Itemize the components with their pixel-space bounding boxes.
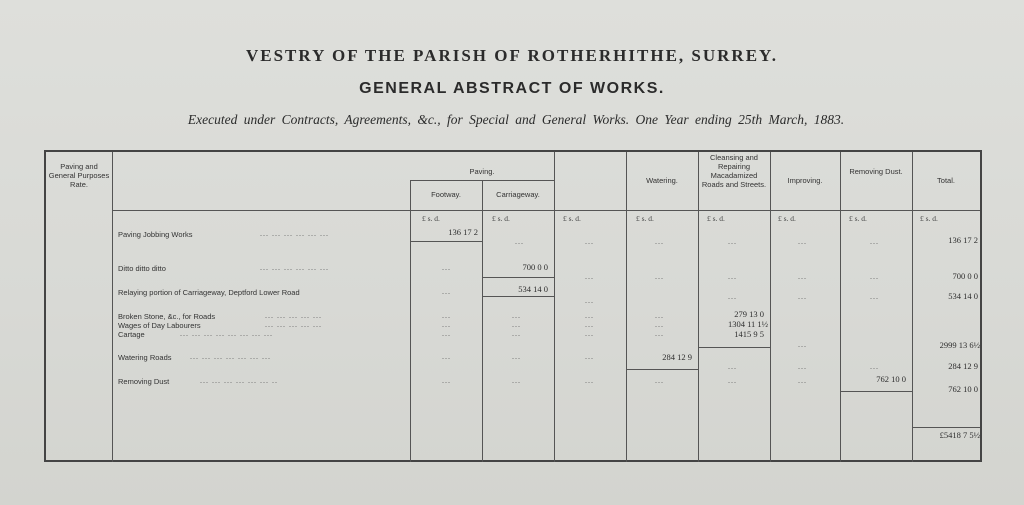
- empty-cell: ...: [585, 352, 594, 361]
- document-subtitle: GENERAL ABSTRACT OF WORKS.: [359, 80, 665, 97]
- col-rule: [554, 152, 555, 462]
- col-rule: [912, 152, 913, 462]
- empty-cell: ...: [655, 376, 664, 385]
- empty-cell: ...: [512, 311, 521, 320]
- empty-cell: ...: [442, 311, 451, 320]
- empty-cell: ...: [585, 376, 594, 385]
- value-r1-footway: 136 17 2: [448, 227, 478, 237]
- leader-dots: ... ... ... ... ...: [265, 320, 322, 329]
- row-rule: [627, 369, 698, 370]
- row-rule: [410, 180, 554, 181]
- value-r7-watering: 284 12 9: [662, 352, 692, 362]
- col-rule: [698, 152, 699, 462]
- empty-cell: ...: [728, 272, 737, 281]
- empty-cell: ...: [870, 292, 879, 301]
- row-rule: [913, 427, 980, 428]
- currency-removing-dust: £ s. d.: [849, 214, 867, 223]
- currency-footway: £ s. d.: [422, 214, 440, 223]
- value-r8-removing-dust: 762 10 0: [876, 374, 906, 384]
- empty-cell: ...: [728, 376, 737, 385]
- empty-cell: ...: [870, 362, 879, 371]
- row-rule: [410, 241, 482, 242]
- col-rule: [112, 152, 113, 462]
- value-r7-total: 284 12 9: [948, 361, 978, 371]
- row-rule: [113, 210, 980, 211]
- currency-total: £ s. d.: [920, 214, 938, 223]
- row-label-wages: Wages of Day Labourers: [118, 321, 201, 330]
- row-rule: [699, 347, 770, 348]
- value-r1-total: 136 17 2: [948, 235, 978, 245]
- empty-cell: ...: [870, 237, 879, 246]
- empty-cell: ...: [655, 311, 664, 320]
- empty-cell: ...: [585, 320, 594, 329]
- empty-cell: ...: [585, 272, 594, 281]
- empty-cell: ...: [798, 292, 807, 301]
- value-r2-carriageway: 700 0 0: [522, 262, 548, 272]
- row-rule: [841, 391, 912, 392]
- empty-cell: ...: [512, 376, 521, 385]
- empty-cell: ...: [728, 292, 737, 301]
- row-label-paving-jobbing: Paving Jobbing Works: [118, 230, 193, 239]
- empty-cell: ...: [655, 237, 664, 246]
- empty-cell: ...: [870, 272, 879, 281]
- row-label-watering: Watering Roads: [118, 353, 172, 362]
- currency-improving: £ s. d.: [778, 214, 796, 223]
- empty-cell: ...: [442, 376, 451, 385]
- empty-cell: ...: [442, 320, 451, 329]
- document-title: VESTRY OF THE PARISH OF ROTHERHITHE, SURREY.: [245, 46, 778, 65]
- empty-cell: ...: [655, 329, 664, 338]
- empty-cell: ...: [798, 362, 807, 371]
- empty-cell: ...: [798, 272, 807, 281]
- col-rule: [626, 152, 627, 462]
- empty-cell: ...: [728, 237, 737, 246]
- col-rule: [410, 180, 411, 462]
- leader-dots: ... ... ... ... ... ...: [260, 263, 329, 272]
- header-rate: Paving and General Purposes Rate.: [48, 162, 110, 189]
- header-total: Total.: [937, 176, 955, 185]
- row-label-removing-dust: Removing Dust: [118, 377, 170, 386]
- header-cleansing: Cleansing and Repairing Macadamized Roads and Streets.: [701, 153, 767, 189]
- empty-cell: ...: [442, 263, 451, 272]
- header-watering: Watering.: [646, 176, 678, 185]
- empty-cell: ...: [442, 287, 451, 296]
- empty-cell: ...: [798, 376, 807, 385]
- leader-dots: ... ... ... ... ... ... ..: [200, 376, 278, 385]
- empty-cell: ...: [442, 352, 451, 361]
- grand-total: £5418 7 5½: [939, 430, 980, 440]
- row-label-ditto: Ditto ditto ditto: [118, 264, 166, 273]
- row-label-relaying: Relaying portion of Carriageway, Deptford Lower Road: [118, 288, 300, 297]
- empty-cell: ...: [655, 320, 664, 329]
- empty-cell: ...: [512, 329, 521, 338]
- value-r3-total: 534 14 0: [948, 291, 978, 301]
- header-removing-dust: Removing Dust.: [849, 167, 903, 176]
- value-r3-carriageway: 534 14 0: [518, 284, 548, 294]
- leader-dots: ... ... ... ... ... ...: [260, 229, 329, 238]
- empty-cell: ...: [442, 329, 451, 338]
- header-carriageway: Carriageway.: [496, 190, 540, 199]
- currency-col3: £ s. d.: [563, 214, 581, 223]
- col-rule: [770, 152, 771, 462]
- row-label-cartage: Cartage: [118, 330, 145, 339]
- value-r6-total: 2999 13 6½: [939, 340, 980, 350]
- empty-cell: ...: [512, 320, 521, 329]
- leader-dots: ... ... ... ... ... ... ... ...: [180, 329, 273, 338]
- empty-cell: ...: [515, 237, 524, 246]
- value-r8-total: 762 10 0: [948, 384, 978, 394]
- col-rule: [840, 152, 841, 462]
- empty-cell: ...: [798, 237, 807, 246]
- value-r4-cleansing: 279 13 0: [734, 309, 764, 319]
- empty-cell: ...: [585, 296, 594, 305]
- leader-dots: ... ... ... ... ... ... ...: [190, 352, 271, 361]
- value-r6-cleansing: 1415 9 5: [734, 329, 764, 339]
- currency-cleansing: £ s. d.: [707, 214, 725, 223]
- empty-cell: ...: [655, 272, 664, 281]
- header-improving: Improving.: [787, 176, 823, 185]
- empty-cell: ...: [585, 329, 594, 338]
- empty-cell: ...: [512, 352, 521, 361]
- empty-cell: ...: [728, 362, 737, 371]
- row-rule: [483, 296, 554, 297]
- value-r5-cleansing: 1304 11 1½: [727, 319, 768, 329]
- value-r2-total: 700 0 0: [952, 271, 978, 281]
- empty-cell: ...: [585, 311, 594, 320]
- col-rule: [482, 180, 483, 462]
- empty-cell: ...: [585, 237, 594, 246]
- empty-cell: ...: [798, 340, 807, 349]
- row-label-broken-stone: Broken Stone, &c., for Roads: [118, 312, 216, 321]
- document-description: Executed under Contracts, Agreements, &c., for Special and General Works. One Year ending 25th March, 1883.: [187, 112, 845, 127]
- header-paving: Paving.: [469, 167, 495, 176]
- currency-carriageway: £ s. d.: [492, 214, 510, 223]
- leader-dots: ... ... ... ... ...: [265, 311, 322, 320]
- currency-watering: £ s. d.: [636, 214, 654, 223]
- row-rule: [483, 277, 554, 278]
- header-footway: Footway.: [431, 190, 461, 199]
